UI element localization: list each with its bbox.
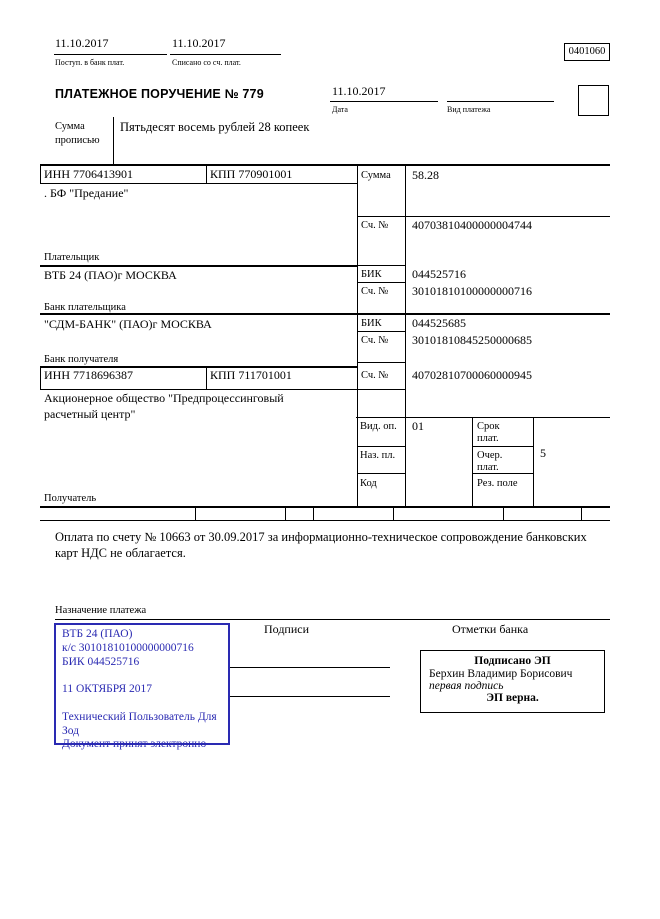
- purpose-text-line1: Оплата по счету № 10663 от 30.09.2017 за информационно-техническое сопровождение банковских: [55, 530, 587, 544]
- payee-bank-account: 30101810845250000685: [412, 333, 532, 347]
- purpose-underline: [55, 619, 610, 620]
- stamp-line: ВТБ 24 (ПАО): [62, 628, 133, 640]
- payer-bank-acc-label: Сч. №: [361, 286, 389, 297]
- payer-account-label: Сч. №: [361, 220, 389, 231]
- payer-bank-name: ВТБ 24 (ПАО)г МОСКВА: [44, 268, 177, 282]
- form-code: 0401060: [568, 46, 606, 57]
- payee-account-label: Сч. №: [361, 370, 389, 381]
- label-col-line-1: [357, 265, 405, 266]
- op-label-line-2: [357, 473, 405, 474]
- label-col-left-border: [357, 164, 358, 507]
- payee-box-left-border: [40, 366, 41, 390]
- stamp-valid-note: ЭП верна.: [486, 692, 539, 704]
- signature-line-2: [230, 696, 390, 697]
- fields-row-divider: [581, 506, 582, 521]
- table-top-line: [40, 164, 610, 166]
- stamp-line: Технический Пользователь Для: [62, 710, 217, 723]
- payee-label: Получатель: [44, 493, 97, 504]
- payee-account-value: 40702810700060000945: [412, 368, 532, 382]
- payer-box-left-border: [40, 164, 41, 184]
- payer-bank-label: Банк плательщика: [44, 302, 126, 313]
- form-code-box: [564, 43, 610, 61]
- payer-kpp: КПП 770901001: [210, 167, 293, 181]
- payer-innkpp-bottom-line: [40, 183, 357, 184]
- debited-date: 11.10.2017: [172, 36, 226, 50]
- term-bottom-line: [472, 446, 533, 447]
- label-col-line-3: [357, 331, 405, 332]
- payer-bank-bik-label: БИК: [361, 269, 382, 280]
- bank-signature-stamp: [420, 650, 605, 713]
- received-date: 11.10.2017: [55, 36, 109, 50]
- stamp-line: 11 ОКТЯБРЯ 2017: [62, 683, 153, 696]
- amount-words-divider: [113, 117, 114, 165]
- amount-label: Сумма: [361, 170, 391, 181]
- signatures-title: Подписи: [264, 622, 310, 636]
- received-date-underline: [54, 54, 167, 55]
- payee-name-line2: расчетный центр": [44, 407, 136, 421]
- payee-bank-bik: 044525685: [412, 316, 466, 330]
- order-label-2: плат.: [477, 462, 499, 473]
- reserve-label: Рез. поле: [477, 478, 518, 489]
- page-title: ПЛАТЕЖНОЕ ПОРУЧЕНИЕ № 779: [55, 87, 264, 101]
- label-col-line-4: [357, 362, 405, 363]
- payer-inn: ИНН 7706413901: [44, 167, 133, 181]
- payee-bank-name: "СДМ-БАНК" (ПАО)г МОСКВА: [44, 317, 212, 331]
- stamp-line: Документ принят электронно: [62, 738, 207, 751]
- amount-words-value: Пятьдесят восемь рублей 28 копеек: [120, 120, 310, 134]
- doc-date-underline: [330, 101, 438, 102]
- stamp-signature-kind: первая подпись: [429, 680, 504, 692]
- fields-row-divider: [285, 506, 286, 521]
- payer-name: . БФ "Предание": [44, 186, 129, 200]
- stamp-line: к/с 30101810100000000716: [62, 641, 194, 654]
- payer-label: Плательщик: [44, 252, 100, 263]
- operation-top-line: [356, 417, 610, 418]
- purpose-code-label: Наз. пл.: [360, 450, 396, 461]
- stamp-line: БИК 044525716: [62, 655, 140, 668]
- payee-name-line1: Акционерное общество "Предпроцессинговый: [44, 391, 284, 405]
- label-col-line-2: [357, 282, 405, 283]
- received-caption: Поступ. в банк плат.: [55, 58, 125, 67]
- op-label-line-1: [357, 446, 405, 447]
- electronic-acceptance-stamp: [54, 623, 230, 751]
- stamp-line: [62, 697, 228, 711]
- payee-bank-acc-label: Сч. №: [361, 335, 389, 346]
- payer-account-value: 40703810400000004744: [412, 218, 532, 232]
- payer-innkpp-divider: [206, 164, 207, 184]
- payee-bank-label: Банк получателя: [44, 354, 119, 365]
- op-type-label: Вид. оп.: [360, 421, 397, 432]
- stamp-line: Зод: [62, 724, 80, 737]
- payee-bank-bik-label: БИК: [361, 318, 382, 329]
- purpose-label: Назначение платежа: [55, 605, 147, 616]
- amount-words-label-1: Сумма: [55, 121, 85, 132]
- order-label-1: Очер.: [477, 450, 503, 461]
- stamp-signer-name: Берхин Владимир Борисович: [429, 668, 573, 680]
- order-value: 5: [540, 446, 546, 460]
- debited-caption: Списано со сч. плат.: [172, 58, 241, 67]
- fields-row-divider: [503, 506, 504, 521]
- signature-line-1: [230, 667, 390, 668]
- payer-underline: [40, 265, 357, 267]
- fields-row-divider: [313, 506, 314, 521]
- payer-bank-account: 30101810100000000716: [412, 284, 532, 298]
- doc-date: 11.10.2017: [332, 84, 386, 98]
- value-col-left-border: [405, 164, 406, 507]
- payment-kind-box: [578, 85, 609, 116]
- stamp-signed-title: Подписано ЭП: [474, 655, 551, 667]
- purpose-text-line2: карт НДС не облагается.: [55, 546, 186, 560]
- op-type-value: 01: [412, 419, 424, 433]
- payment-kind-underline: [447, 101, 554, 102]
- table-bottom-line: [40, 520, 610, 521]
- term-label-1: Срок: [477, 421, 500, 432]
- payee-kpp: КПП 711701001: [210, 368, 292, 382]
- amount-value: 58.28: [412, 168, 439, 182]
- code-label: Код: [360, 478, 377, 489]
- fields-row-divider: [393, 506, 394, 521]
- fields-row-divider: [195, 506, 196, 521]
- payment-kind-caption: Вид платежа: [447, 105, 491, 114]
- term-col-left-border: [472, 417, 473, 507]
- term-label-2: плат.: [477, 433, 499, 444]
- payee-inn: ИНН 7718696387: [44, 368, 133, 382]
- payee-underline: [40, 506, 610, 508]
- bank-marks-title: Отметки банка: [452, 622, 529, 636]
- payer-bank-bik: 044525716: [412, 267, 466, 281]
- amount-row-bottom-line: [357, 216, 610, 217]
- debited-date-underline: [170, 54, 281, 55]
- payee-innkpp-divider: [206, 366, 207, 390]
- doc-date-caption: Дата: [332, 105, 348, 114]
- amount-words-label-2: прописью: [55, 135, 100, 146]
- order-value-col-border: [533, 417, 534, 507]
- payee-innkpp-bottom-line: [40, 389, 405, 390]
- stamp-line: [62, 669, 228, 683]
